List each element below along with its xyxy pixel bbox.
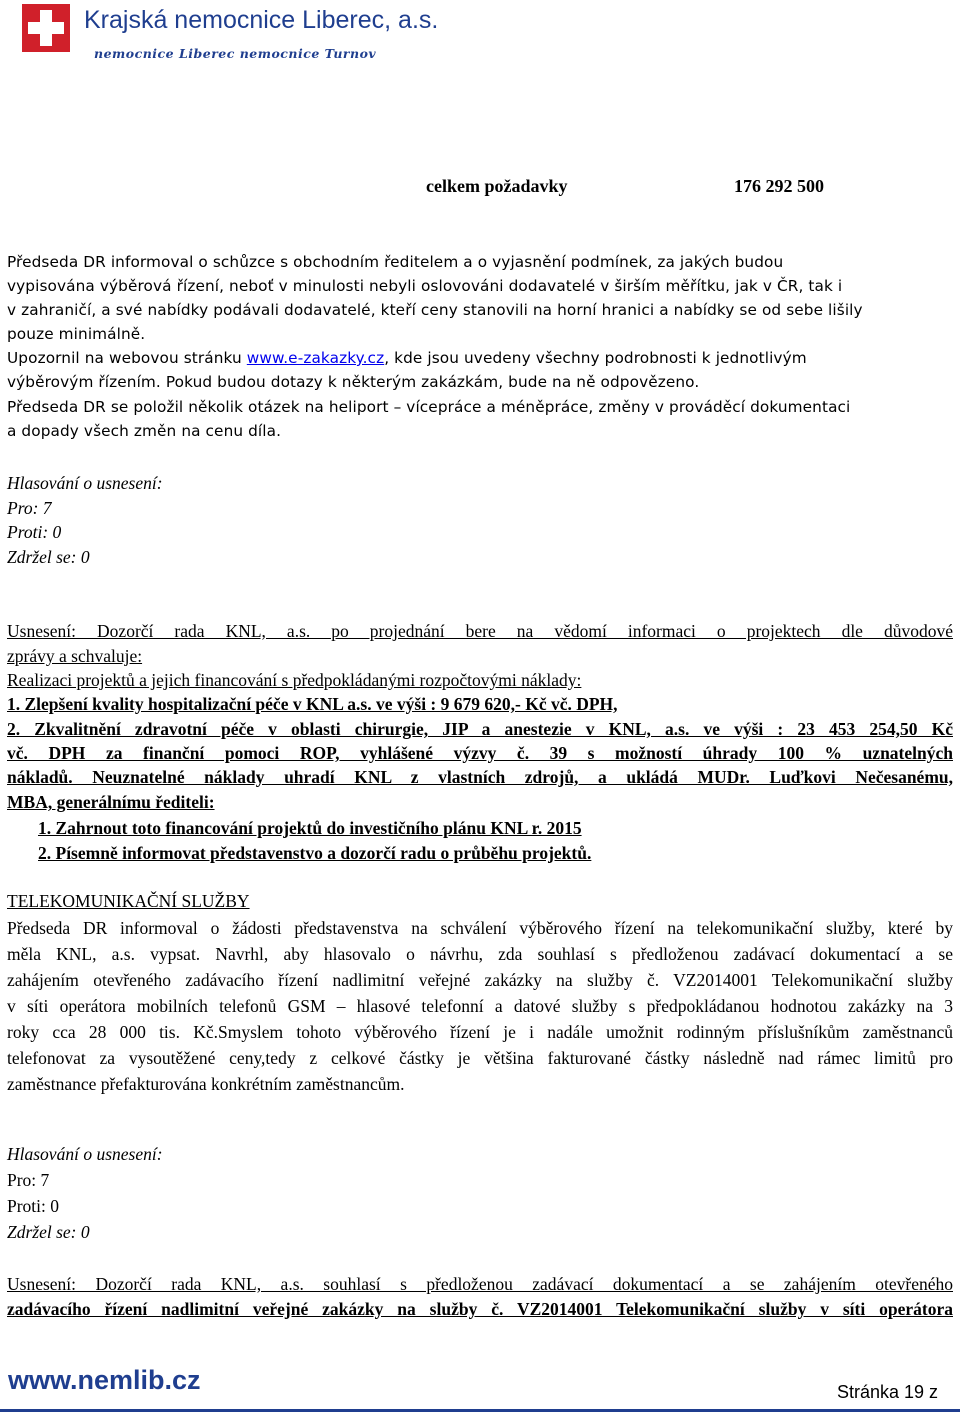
hospital-cross-logo-icon: [22, 4, 70, 52]
logo-subtitle: nemocnice Liberec nemocnice Turnov: [94, 46, 377, 61]
resolution2-line: Usnesení: Dozorčí rada KNL, a.s. souhlasí s předloženou zadávací dokumentací a se zahájením otevřeného: [7, 1274, 953, 1294]
resolution1-line: vč. DPH za finanční pomoci ROP, vyhlášené výzvy č. 39 s možností úhrady 100 % uznatelných: [7, 743, 953, 763]
paragraph1-line: v zahraničí, a své nabídky podávali dodavatelé, kteří ceny stanovili na horní hranici a nabídky se od sebe lišily: [7, 301, 863, 319]
paragraph3-line: a dopady všech změn na cenu díla.: [7, 422, 282, 440]
telecom-line: v síti operátora mobilních telefonů GSM – hlasové telefonní a datové služby s předpokládanou hodnotou zakázky na 3: [7, 996, 953, 1016]
vote1-zdrzel: Zdržel se: 0: [7, 547, 90, 567]
resolution1-project1: 1. Zlepšení kvality hospitalizační péče v KNL a.s. ve výši : 9 679 620,- Kč vč. DPH,: [7, 694, 618, 714]
resolution1-line: nákladů. Neuznatelné náklady uhradí KNL z vlastních zdrojů, a ukládá MUDr. Luďkovi Nečesanému,: [7, 767, 953, 787]
paragraph1-line: Předseda DR informoval o schůzce s obchodním ředitelem a o vyjasnění podmínek, za jakých budou: [7, 253, 784, 271]
summary-label: celkem požadavky: [426, 176, 568, 196]
resolution1-line: Realizaci projektů a jejich financování s předpokládanými rozpočtovými náklady:: [7, 670, 582, 690]
vote2-pro: Pro: 7: [7, 1170, 50, 1190]
resolution1-task: 2. Písemně informovat představenstvo a dozorčí radu o průběhu projektů.: [38, 843, 592, 863]
paragraph2-line: [7, 349, 807, 367]
resolution2-line: zadávacího řízení nadlimitní veřejné zakázky na služby č. VZ2014001 Telekomunikační služby v síti operátora: [7, 1299, 953, 1319]
paragraph1-line: vypisována výběrová řízení, neboť v minulosti nebyli oslovováni dodavatelé v širším měřítku, jak v ČR, tak i: [7, 277, 843, 295]
paragraph2-line: výběrovým řízením. Pokud budou dotazy k některým zakázkám, bude na ně odpovězeno.: [7, 373, 700, 391]
summary-value: 176 292 500: [734, 176, 824, 196]
logo-title: Krajská nemocnice Liberec, a.s.: [84, 6, 439, 34]
paragraph2-suffix: , kde jsou uvedeny všechny podrobnosti k jednotlivým: [384, 349, 807, 367]
paragraph1-line: pouze minimálně.: [7, 325, 146, 343]
paragraph2-prefix: Upozornil na webovou stránku: [7, 349, 247, 367]
telecom-line: zaměstnance přefakturována konkrétním zaměstnancům.: [7, 1074, 405, 1094]
vote2-proti: Proti: 0: [7, 1196, 60, 1216]
resolution1-line: MBA, generálnímu řediteli:: [7, 792, 215, 812]
paragraph3-line: Předseda DR se položil několik otázek na heliport – vícepráce a méněpráce, změny v prováděcí dokumentaci: [7, 398, 851, 416]
footer-page-number: Stránka 19 z: [836, 1382, 938, 1402]
vote2-title: Hlasování o usnesení:: [7, 1144, 163, 1164]
resolution1-line: zprávy a schvaluje:: [7, 646, 143, 666]
resolution1-project2: 2. Zkvalitnění zdravotní péče v oblasti chirurgie, JIP a anestezie v KNL, a.s. ve výši : 23 453 254,50 Kč: [7, 719, 953, 739]
vote1-pro: Pro: 7: [7, 498, 52, 518]
telecom-line: telefonovat za vysoutěžené ceny,tedy z celkové částky je většina fakturované částky následně nad rámec limitů pro: [7, 1048, 953, 1068]
resolution1-line: Usnesení: Dozorčí rada KNL, a.s. po projednání bere na vědomí informaci o projektech dle důvodové: [7, 621, 953, 641]
footer-site-link[interactable]: www.nemlib.cz: [8, 1365, 201, 1395]
telecom-line: Předseda DR informoval o žádosti představenstva na schválení výběrového řízení na telekomunikační služby, které by: [7, 918, 953, 938]
vote1-proti: Proti: 0: [7, 522, 62, 542]
vote2-zdrzel: Zdržel se: 0: [7, 1222, 90, 1242]
telecom-line: měla KNL, a.s. vypsat. Navrhl, aby hlasovalo o návrhu, zda souhlasí s předloženou zadávací dokumentací a se: [7, 944, 953, 964]
vote1-title: Hlasování o usnesení:: [7, 473, 163, 493]
telecom-line: roky cca 28 000 tis. Kč.Smyslem tohoto výběrového řízení je i nadále umožnit rodinným příslušníkům zaměstnanců: [7, 1022, 953, 1042]
telecom-heading: TELEKOMUNIKAČNÍ SLUŽBY: [7, 891, 250, 911]
e-zakazky-link[interactable]: www.e-zakazky.cz: [246, 349, 385, 367]
telecom-line: zahájením otevřeného zadávacího řízení nadlimitní veřejné zakázky na služby č. VZ2014001 Telekomunikační služby: [7, 970, 953, 990]
footer-divider: [0, 1409, 960, 1412]
resolution1-task: 1. Zahrnout toto financování projektů do investičního plánu KNL r. 2015: [38, 818, 582, 838]
